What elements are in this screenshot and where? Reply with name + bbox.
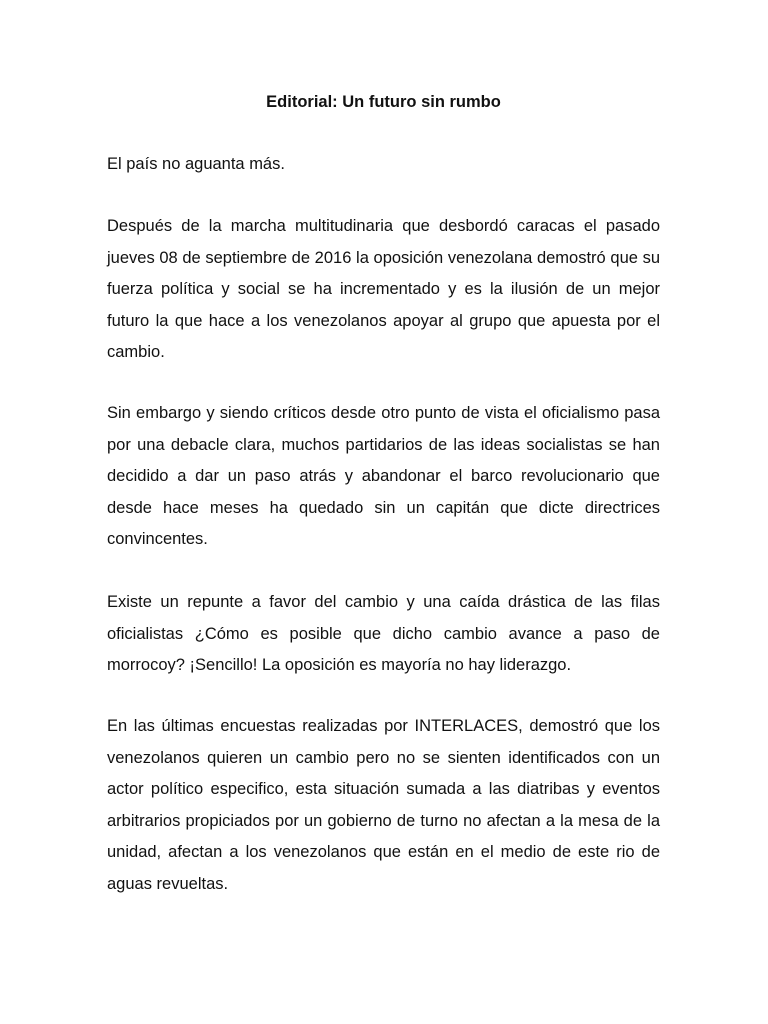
body-paragraph-2: Sin embargo y siendo críticos desde otro punto de vista el oficialismo pasa por una debacle clara, muchos partidarios de las ideas socialistas se han decidido a dar un paso atrás y abandonar el barco revolucionario que desde hace meses ha quedado sin un capitán que dicte directrices convincentes. <box>107 404 660 549</box>
lead-sentence: El país no aguanta más. <box>107 155 285 173</box>
body-paragraph-3: Existe un repunte a favor del cambio y una caída drástica de las filas oficialistas ¿Cómo es posible que dicho cambio avance a paso de morrocoy? ¡Sencillo! La oposición es mayoría no hay liderazgo. <box>107 593 660 675</box>
body-paragraph-1: Después de la marcha multitudinaria que desbordó caracas el pasado jueves 08 de septiembre de 2016 la oposición venezolana demostró que su fuerza política y social se ha incrementado y es la ilusión de un mejor futuro la que hace a los venezolanos apoyar al grupo que apuesta por el cambio. <box>107 217 660 362</box>
document-page <box>107 0 660 1024</box>
editorial-title: Editorial: Un futuro sin rumbo <box>266 93 501 111</box>
body-paragraph-4: En las últimas encuestas realizadas por INTERLACES, demostró que los venezolanos quieren un cambio pero no se sienten identificados con un actor político especifico, esta situación sumada a las diatribas y eventos arbitrarios propiciados por un gobierno de turno no afectan a la mesa de la unidad, afectan a los venezolanos que están en el medio de este rio de aguas revueltas. <box>107 717 660 893</box>
